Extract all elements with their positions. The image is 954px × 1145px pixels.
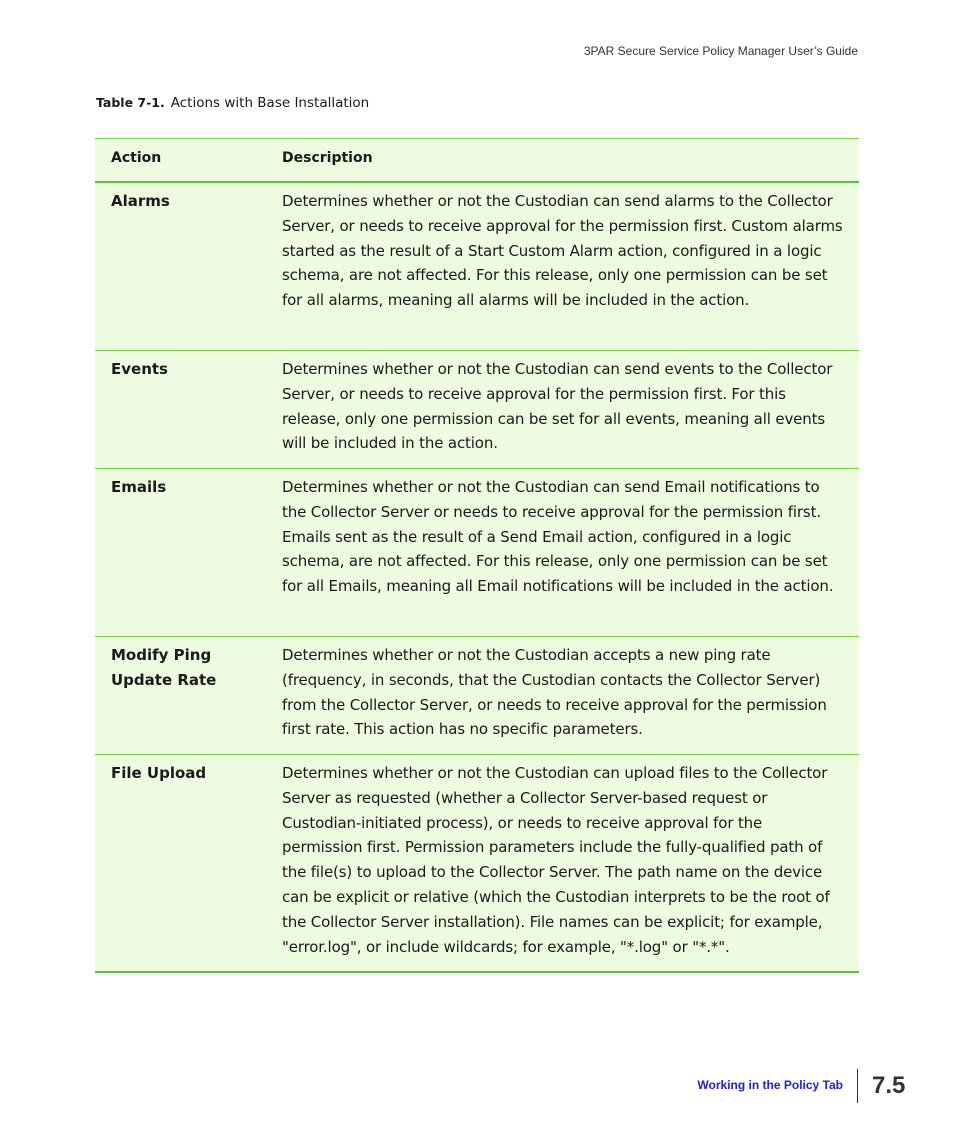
row-action-cell: Modify Ping Update Rate	[111, 646, 217, 689]
table-row	[95, 351, 859, 469]
table-row	[95, 637, 859, 755]
row-action-cell: File Upload	[111, 764, 207, 782]
table-row	[95, 755, 859, 971]
table-caption-label: Table 7-1.	[96, 95, 165, 110]
row-action-cell: Events	[111, 360, 168, 378]
table-row	[95, 469, 859, 637]
table-caption-text: Actions with Base Installation	[170, 95, 370, 111]
column-header-action: Action	[111, 150, 162, 166]
table-row	[95, 183, 859, 351]
row-action-cell: Emails	[111, 478, 167, 496]
running-header: 3PAR Secure Service Policy Manager User’s Guide	[583, 44, 858, 58]
row-description-cell: Determines whether or not the Custodian can send Email notifications to the Collector Server or needs to receive approval for the permission first. Emails sent as the result of a Send Email action, configured in a logic schema, are not affected. For this release, only one permission can be set for all Emails, meaning all Email notifications will be included in the action.	[282, 478, 834, 596]
row-description-cell: Determines whether or not the Custodian can send events to the Collector Server, or needs to receive approval for the permission first. For this release, only one permission can be set for all events, meaning all events will be included in the action.	[282, 360, 833, 453]
row-action-cell: Alarms	[111, 192, 170, 210]
table-caption	[96, 95, 369, 111]
page-number: 7.5	[872, 1072, 906, 1099]
column-header-description: Description	[282, 150, 373, 166]
footer-section-link[interactable]: Working in the Policy Tab	[697, 1078, 843, 1092]
footer-divider	[857, 1069, 858, 1103]
row-description-cell: Determines whether or not the Custodian accepts a new ping rate (frequency, in seconds, that the Custodian contacts the Collector Server) from the Collector Server, or needs to receive approval for the permission first rate. This action has no specific parameters.	[282, 646, 827, 739]
table-header-row	[95, 139, 859, 183]
row-description-cell: Determines whether or not the Custodian can send alarms to the Collector Server, or needs to receive approval for the permission first. Custom alarms started as the result of a Start Custom Alarm action, configured in a logic schema, are not affected. For this release, only one permission can be set for all alarms, meaning all alarms will be included in the action.	[282, 192, 843, 310]
actions-table	[95, 138, 859, 973]
row-description-cell: Determines whether or not the Custodian can upload files to the Collector Server as requested (whether a Collector Server-based request or Custodian-initiated process), or needs to receive approval for the permission first. Permission parameters include the fully-qualified path of the file(s) to upload to the Collector Server. The path name on the device can be explicit or relative (which the Custodian interprets to be the root of the Collector Server installation). File names can be explicit; for example, "error.log", or include wildcards; for example, "*.log" or "*.*".	[282, 764, 830, 956]
